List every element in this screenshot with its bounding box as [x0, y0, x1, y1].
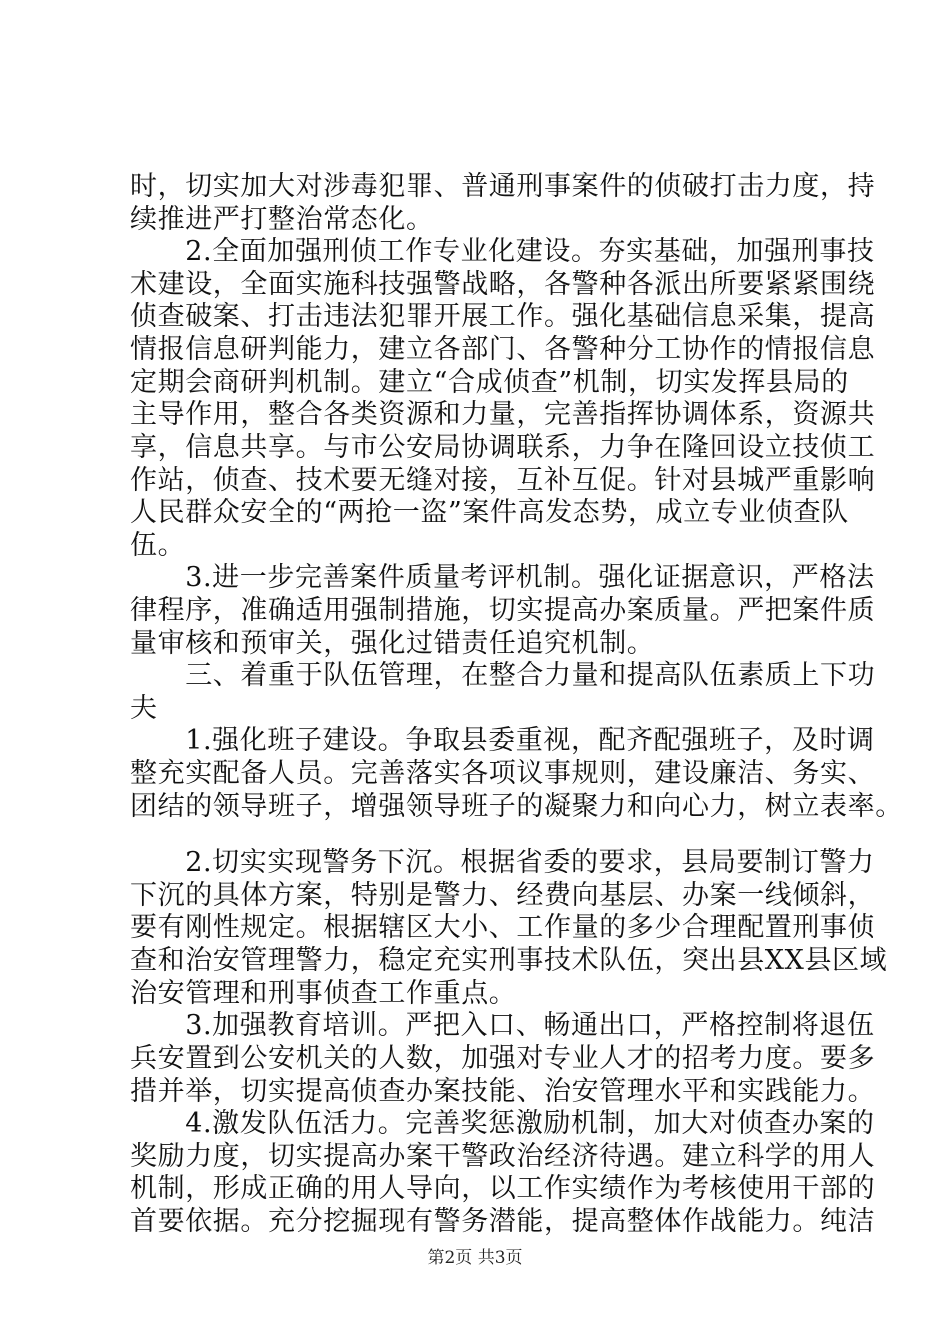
text-line: 情报信息研判能力，建立各部门、各警种分工协作的情报信息: [130, 334, 876, 366]
text-line: 奖励力度，切实提高办案干警政治经济待遇。建立科学的用人: [130, 1140, 876, 1172]
text-line: 2.全面加强刑侦工作专业化建设。夯实基础，加强刑事技: [130, 236, 875, 268]
text-line: 享，信息共享。与市公安局协调联系，力争在隆回设立技侦工: [130, 431, 876, 463]
text-line: 治安管理和刑事侦查工作重点。: [130, 977, 517, 1009]
text-line: 定期会商研判机制。建立“合成侦查”机制，切实发挥县局的: [130, 366, 849, 398]
text-line: 团结的领导班子，增强领导班子的凝聚力和向心力，树立表率。: [130, 790, 903, 822]
text-line: 查和治安管理警力，稳定充实刑事技术队伍，突出县XX县区域: [130, 945, 888, 977]
text-line: 3.加强教育培训。严把入口、畅通出口，严格控制将退伍: [130, 1010, 875, 1042]
text-line: 措并举，切实提高侦查办案技能、治安管理水平和实践能力。: [130, 1075, 876, 1107]
text-line: 首要依据。充分挖掘现有警务潜能，提高整体作战能力。纯洁: [130, 1206, 876, 1237]
text-line: 续推进严打整治常态化。: [130, 203, 434, 235]
text-line: 侦查破案、打击违法犯罪开展工作。强化基础信息采集，提高: [130, 301, 876, 333]
text-line: 伍。: [130, 529, 186, 561]
text-line: 机制，形成正确的用人导向，以工作实绩作为考核使用干部的: [130, 1173, 876, 1205]
text-line: 时，切实加大对涉毒犯罪、普通刑事案件的侦破打击力度，持: [130, 171, 876, 202]
text-line: 术建设，全面实施科技强警战略，各警种各派出所要紧紧围绕: [130, 268, 876, 300]
text-line: 人民群众安全的“两抢一盗”案件高发态势，成立专业侦查队: [130, 497, 849, 529]
text-line: 下沉的具体方案，特别是警力、经费向基层、办案一线倾斜，: [130, 879, 876, 911]
text-line: 要有刚性规定。根据辖区大小、工作量的多少合理配置刑事侦: [130, 912, 876, 944]
text-line: 3.进一步完善案件质量考评机制。强化证据意识，严格法: [130, 562, 875, 594]
text-line: 律程序，准确适用强制措施，切实提高办案质量。严把案件质: [130, 594, 876, 626]
text-line: 夫: [130, 692, 158, 724]
text-line: 2.切实实现警务下沉。根据省委的要求，县局要制订警力: [130, 847, 875, 879]
text-line: 三、着重于队伍管理，在整合力量和提高队伍素质上下功: [130, 660, 876, 692]
text-line: 4.激发队伍活力。完善奖惩激励机制，加大对侦查办案的: [130, 1108, 875, 1140]
text-line: 整充实配备人员。完善落实各项议事规则，建设廉洁、务实、: [130, 758, 876, 790]
page-footer: 第2页 共3页: [427, 1248, 523, 1268]
text-line: 兵安置到公安机关的人数，加强对专业人才的招考力度。要多: [130, 1042, 876, 1074]
text-line: 1.强化班子建设。争取县委重视，配齐配强班子，及时调: [130, 725, 875, 757]
text-line: 作站，侦查、技术要无缝对接，互补互促。针对县城严重影响: [130, 464, 876, 496]
text-line: 主导作用，整合各类资源和力量，完善指挥协调体系，资源共: [130, 399, 876, 431]
text-line: 量审核和预审关，强化过错责任追究机制。: [130, 627, 655, 659]
